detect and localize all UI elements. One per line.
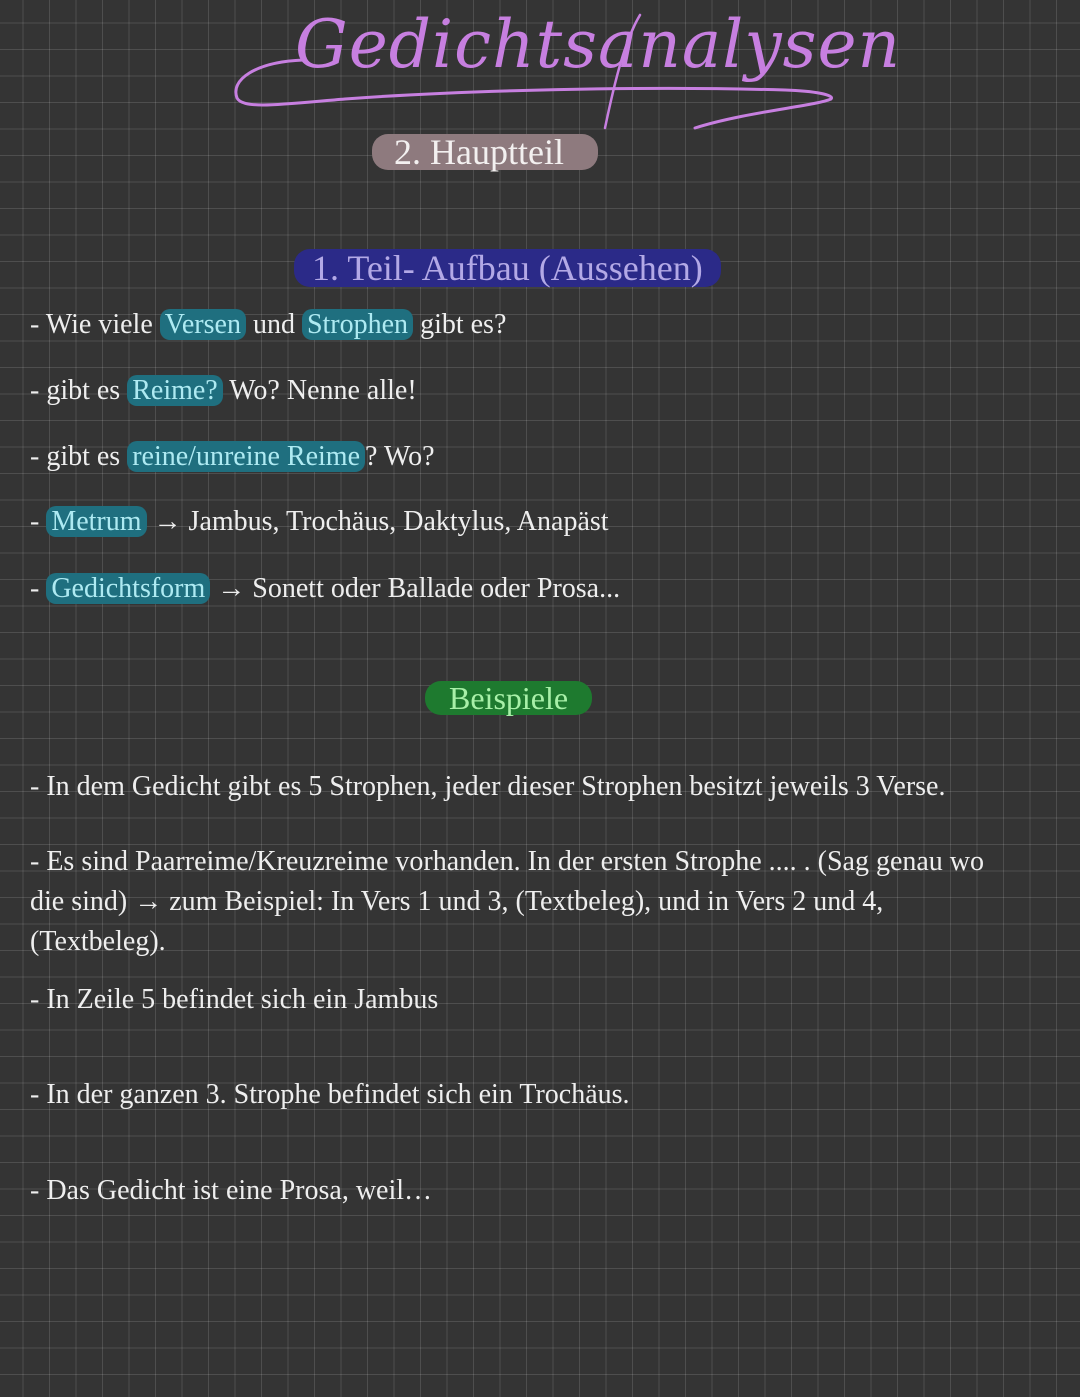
text: - gibt es bbox=[30, 375, 128, 406]
highlight-strophen: Strophen bbox=[302, 309, 413, 340]
examples-heading-block bbox=[425, 681, 592, 715]
text: - bbox=[30, 506, 47, 537]
question-metrum bbox=[30, 506, 609, 538]
highlight-reine-unreine-reime: reine/unreine Reime bbox=[127, 441, 365, 472]
text: → Jambus, Trochäus, Daktylus, Anapäst bbox=[146, 506, 609, 537]
section-heading: 1. Teil- Aufbau (Aussehen) bbox=[294, 249, 721, 287]
text: - bbox=[30, 573, 47, 604]
highlight-reime: Reime? bbox=[127, 375, 223, 406]
section-heading-block bbox=[294, 249, 721, 287]
examples-heading: Beispiele bbox=[425, 681, 592, 715]
highlight-gedichtsform: Gedichtsform bbox=[46, 573, 210, 604]
example-strophes: - In dem Gedicht gibt es 5 Strophen, jeder dieser Strophen besitzt jeweils 3 Verse. bbox=[30, 771, 946, 802]
page-title-block bbox=[225, 0, 902, 140]
example-trochaeus: - In der ganzen 3. Strophe befindet sich ein Trochäus. bbox=[30, 1079, 630, 1110]
subtitle-block bbox=[372, 134, 598, 170]
text: gibt es? bbox=[413, 309, 507, 340]
text: - gibt es bbox=[30, 441, 128, 472]
question-gedichtsform bbox=[30, 573, 620, 605]
text: ? Wo? bbox=[365, 441, 435, 472]
text: und bbox=[245, 309, 302, 340]
text: - Wie viele bbox=[30, 309, 160, 340]
subtitle: 2. Hauptteil bbox=[372, 134, 598, 170]
highlight-versen: Versen bbox=[160, 309, 246, 340]
example-jambus: - In Zeile 5 befindet sich ein Jambus bbox=[30, 984, 439, 1015]
example-rhymes: - Es sind Paarreime/Kreuzreime vorhanden. In der ersten Strophe .... . (Sag genau wo die sind) → zum Beispiel: In Vers 1 und 3, (Textbeleg), und in Vers 2 und 4, (Textbeleg). bbox=[30, 846, 985, 957]
question-rhymes bbox=[30, 375, 417, 407]
highlight-metrum: Metrum bbox=[46, 506, 146, 537]
example-prosa: - Das Gedicht ist eine Prosa, weil… bbox=[30, 1175, 433, 1206]
text: Wo? Nenne alle! bbox=[222, 375, 417, 406]
question-verses-strophes bbox=[30, 309, 506, 341]
question-pure-rhymes bbox=[30, 441, 435, 473]
text: → Sonett oder Ballade oder Prosa... bbox=[210, 573, 621, 604]
page-title: Gedichtsanalysen bbox=[295, 6, 902, 83]
